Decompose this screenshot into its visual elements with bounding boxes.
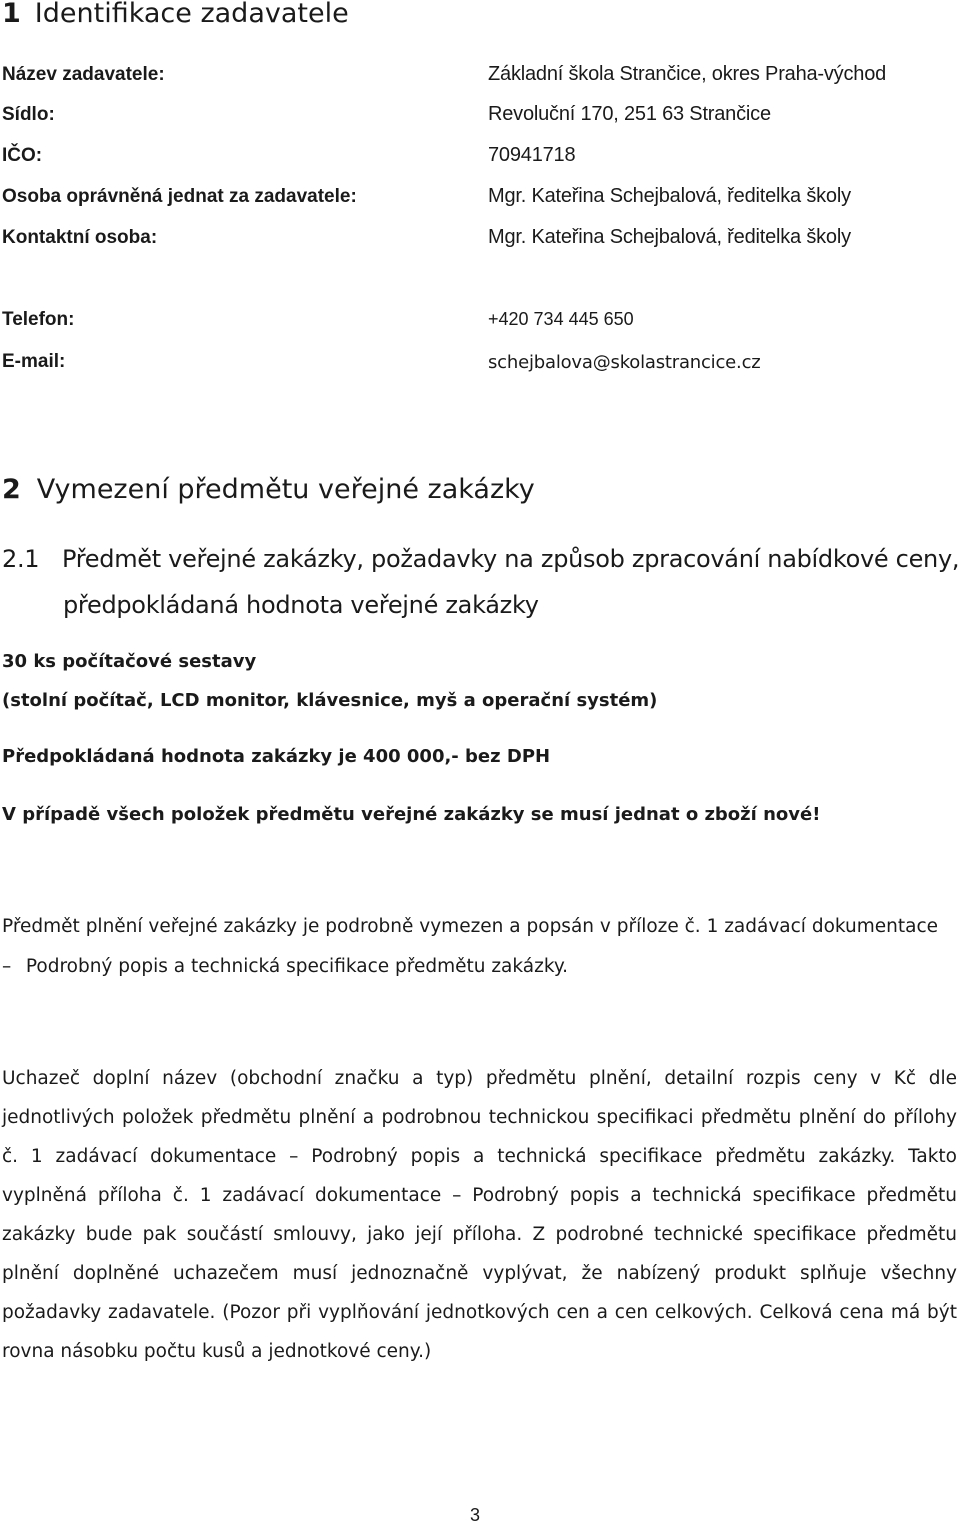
field-label-name: Název zadavatele: (2, 64, 165, 85)
field-label-seat: Sídlo: (2, 104, 55, 125)
paragraph-2-line: zakázky bude pak součástí smlouvy, jako její příloha. Z podrobné technické specifikace předmětu (2, 1224, 957, 1245)
paragraph-2-line: požadavky zadavatele. (Pozor při vyplňování jednotkových cen a cen celkových. Celková cena má být (2, 1302, 957, 1323)
paragraph-1-dash: – (2, 956, 12, 977)
field-label-contact-person: Kontaktní osoba: (2, 227, 158, 248)
field-value-phone: +420 734 445 650 (488, 309, 634, 329)
bold-line-estimated-value: Předpokládaná hodnota zakázky je 400 000,- bez DPH (2, 746, 551, 767)
paragraph-2-line: rovna násobku počtu kusů a jednotkové ceny.) (2, 1341, 432, 1362)
paragraph-2-line: č. 1 zadávací dokumentace – Podrobný popis a technická specifikace předmětu zakázky. Takto (2, 1146, 957, 1167)
section-1-number: 1 (2, 0, 21, 29)
section-2-title: Vymezení předmětu veřejné zakázky (36, 474, 535, 505)
field-label-ico: IČO: (2, 145, 43, 166)
section-2-1-number: 2.1 (2, 545, 40, 573)
paragraph-2-line: plnění doplněné uchazečem musí jednoznačně vyplývat, že nabízený produkt splňuje všechny (2, 1263, 957, 1284)
section-2-1-title-line2: předpokládaná hodnota veřejné zakázky (63, 591, 539, 619)
section-2-number: 2 (2, 474, 21, 505)
field-value-email[interactable]: schejbalova@skolastrancice.cz (488, 352, 761, 373)
field-value-ico: 70941718 (488, 144, 576, 166)
paragraph-2-line: jednotlivých položek předmětu plnění a podrobnou technickou specifikaci předmětu plnění do přílohy (2, 1107, 957, 1128)
bold-line-new-goods: V případě všech položek předmětu veřejné zakázky se musí jednat o zboží nové! (2, 804, 821, 825)
section-2-heading (2, 474, 535, 505)
field-label-authorized-person: Osoba oprávněná jednat za zadavatele: (2, 186, 357, 207)
paragraph-2-line: vyplněná příloha č. 1 zadávací dokumentace – Podrobný popis a technická specifikace předmětu (2, 1185, 957, 1206)
page-number: 3 (470, 1505, 481, 1525)
field-value-name: Základní škola Strančice, okres Praha-východ (488, 63, 887, 85)
paragraph-1-line-2-text: Podrobný popis a technická specifikace předmětu zakázky. (25, 956, 569, 977)
field-value-authorized-person: Mgr. Kateřina Schejbalová, ředitelka školy (488, 185, 851, 207)
section-1-heading (2, 0, 349, 29)
field-value-seat: Revoluční 170, 251 63 Strančice (488, 103, 771, 125)
paragraph-2-line: Uchazeč doplní název (obchodní značku a typ) předmětu plnění, detailní rozpis ceny v Kč dle (2, 1068, 957, 1089)
bold-line-components: (stolní počítač, LCD monitor, klávesnice, myš a operační systém) (2, 690, 658, 711)
field-value-contact-person: Mgr. Kateřina Schejbalová, ředitelka školy (488, 226, 851, 248)
field-label-phone: Telefon: (2, 309, 75, 330)
field-label-email: E-mail: (2, 351, 66, 372)
section-2-1-heading (2, 545, 959, 573)
paragraph-1-line-1: Předmět plnění veřejné zakázky je podrobně vymezen a popsán v příloze č. 1 zadávací dokumentace (2, 916, 939, 937)
section-2-1-title-line1: Předmět veřejné zakázky, požadavky na způsob zpracování nabídkové ceny, (62, 545, 960, 573)
bold-line-quantity: 30 ks počítačové sestavy (2, 651, 257, 672)
paragraph-1-line-2 (2, 956, 568, 977)
section-1-title: Identifikace zadavatele (34, 0, 349, 29)
